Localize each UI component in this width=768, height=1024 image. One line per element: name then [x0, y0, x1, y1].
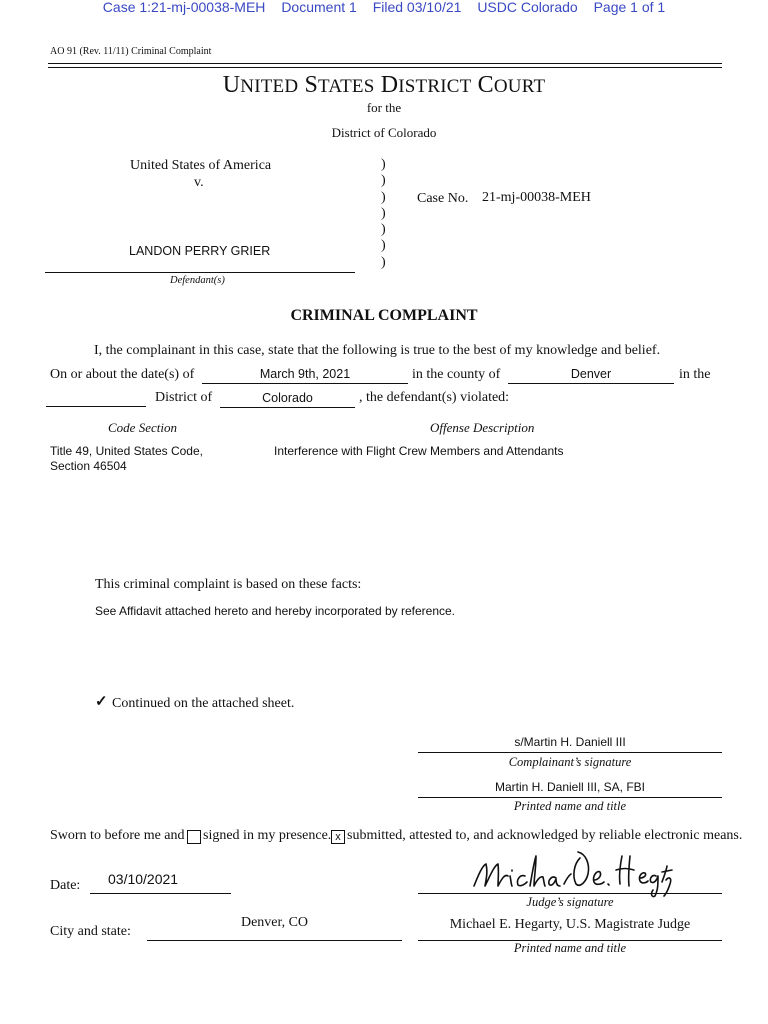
- county: Denver: [570, 367, 612, 381]
- code-section-header: Code Section: [108, 420, 177, 435]
- district-of-label: District of: [155, 390, 213, 405]
- complaint-intro: I, the complainant in this case, state that the following is true to the best of my knowledge and belief.: [94, 343, 661, 358]
- signing-date: 03/10/2021: [108, 871, 179, 887]
- ecf-header: [0, 0, 768, 15]
- judge-printed-name: Michael E. Hegarty, U.S. Magistrate Judge: [449, 917, 691, 932]
- violated-label: , the defendant(s) violated:: [359, 390, 510, 405]
- judge-printed-label: Printed name and title: [513, 941, 627, 955]
- complainant-signature: s/Martin H. Daniell III: [514, 735, 626, 749]
- header-case-number: Case 1:21-mj-00038-MEH: [102, 0, 266, 15]
- header-document: Document 1: [281, 0, 357, 15]
- continued-label: Continued on the attached sheet.: [112, 696, 295, 711]
- judge-signature-label: Judge’s signature: [526, 895, 614, 909]
- for-the: for the: [366, 100, 402, 115]
- header-page: Page 1 of 1: [593, 0, 666, 15]
- electronic-means-label: submitted, attested to, and acknowledged by reliable electronic means.: [347, 828, 743, 843]
- defendant-label: Defendant(s): [170, 275, 225, 286]
- court-title: UNITED STATES DISTRICT COURT: [222, 72, 546, 98]
- complainant-signature-label: Complainant’s signature: [508, 755, 632, 769]
- date-underline: [202, 383, 408, 384]
- plaintiff-name: United States of America: [130, 158, 272, 173]
- facts-text: See Affidavit attached hereto and hereby incorporated by reference.: [95, 604, 456, 618]
- form-id: AO 91 (Rev. 11/11) Criminal Complaint: [50, 46, 212, 57]
- code-section-line2: Section 46504: [50, 459, 127, 473]
- date-signed-underline: [90, 893, 231, 894]
- judge-signature-line: [418, 893, 722, 894]
- judge-signature-image: [470, 846, 675, 898]
- city-state-underline: [147, 940, 402, 941]
- complaint-heading: CRIMINAL COMPLAINT: [290, 307, 478, 324]
- offense-description: Interference with Flight Crew Members and Attendants: [274, 444, 564, 458]
- signed-in-presence-checkbox[interactable]: [187, 830, 201, 844]
- city-state: Denver, CO: [240, 915, 309, 930]
- offense-description-header: Offense Description: [430, 420, 535, 435]
- top-rule-2: [48, 67, 722, 68]
- district-name: District of Colorado: [331, 125, 437, 140]
- complainant-name-line: [418, 797, 722, 798]
- district-underline: [220, 407, 355, 408]
- caption-parentheses: ) ) ) ) ) ) ): [381, 157, 386, 270]
- in-the-label: in the: [679, 367, 711, 382]
- case-number: 21-mj-00038-MEH: [482, 190, 591, 205]
- county-underline: [508, 383, 674, 384]
- complainant-printed-label: Printed name and title: [513, 799, 627, 813]
- city-state-label: City and state:: [50, 924, 131, 939]
- defendant-underline: [45, 272, 355, 273]
- county-label: in the county of: [412, 367, 501, 382]
- header-filed-date: Filed 03/10/21: [372, 0, 462, 15]
- facts-label: This criminal complaint is based on these facts:: [95, 577, 362, 592]
- district-prefix-underline: [46, 406, 146, 407]
- on-or-about-label: On or about the date(s) of: [50, 367, 195, 382]
- complainant-signature-line: [418, 752, 722, 753]
- continued-check-icon: ✓: [95, 694, 108, 710]
- complainant-printed-name: Martin H. Daniell III, SA, FBI: [494, 780, 646, 794]
- electronic-means-checkbox[interactable]: x: [331, 830, 345, 844]
- versus: v.: [194, 175, 204, 190]
- offense-date: March 9th, 2021: [259, 367, 351, 381]
- signed-in-presence-label: signed in my presence.: [203, 828, 332, 843]
- header-court: USDC Colorado: [477, 0, 578, 15]
- date-label: Date:: [50, 878, 81, 893]
- defendant-name: LANDON PERRY GRIER: [129, 244, 271, 258]
- code-section-line1: Title 49, United States Code,: [50, 444, 203, 458]
- case-no-label: Case No.: [417, 191, 469, 206]
- district-value: Colorado: [262, 391, 313, 405]
- top-rule-1: [48, 63, 722, 64]
- sworn-prefix: Sworn to before me and: [50, 828, 185, 843]
